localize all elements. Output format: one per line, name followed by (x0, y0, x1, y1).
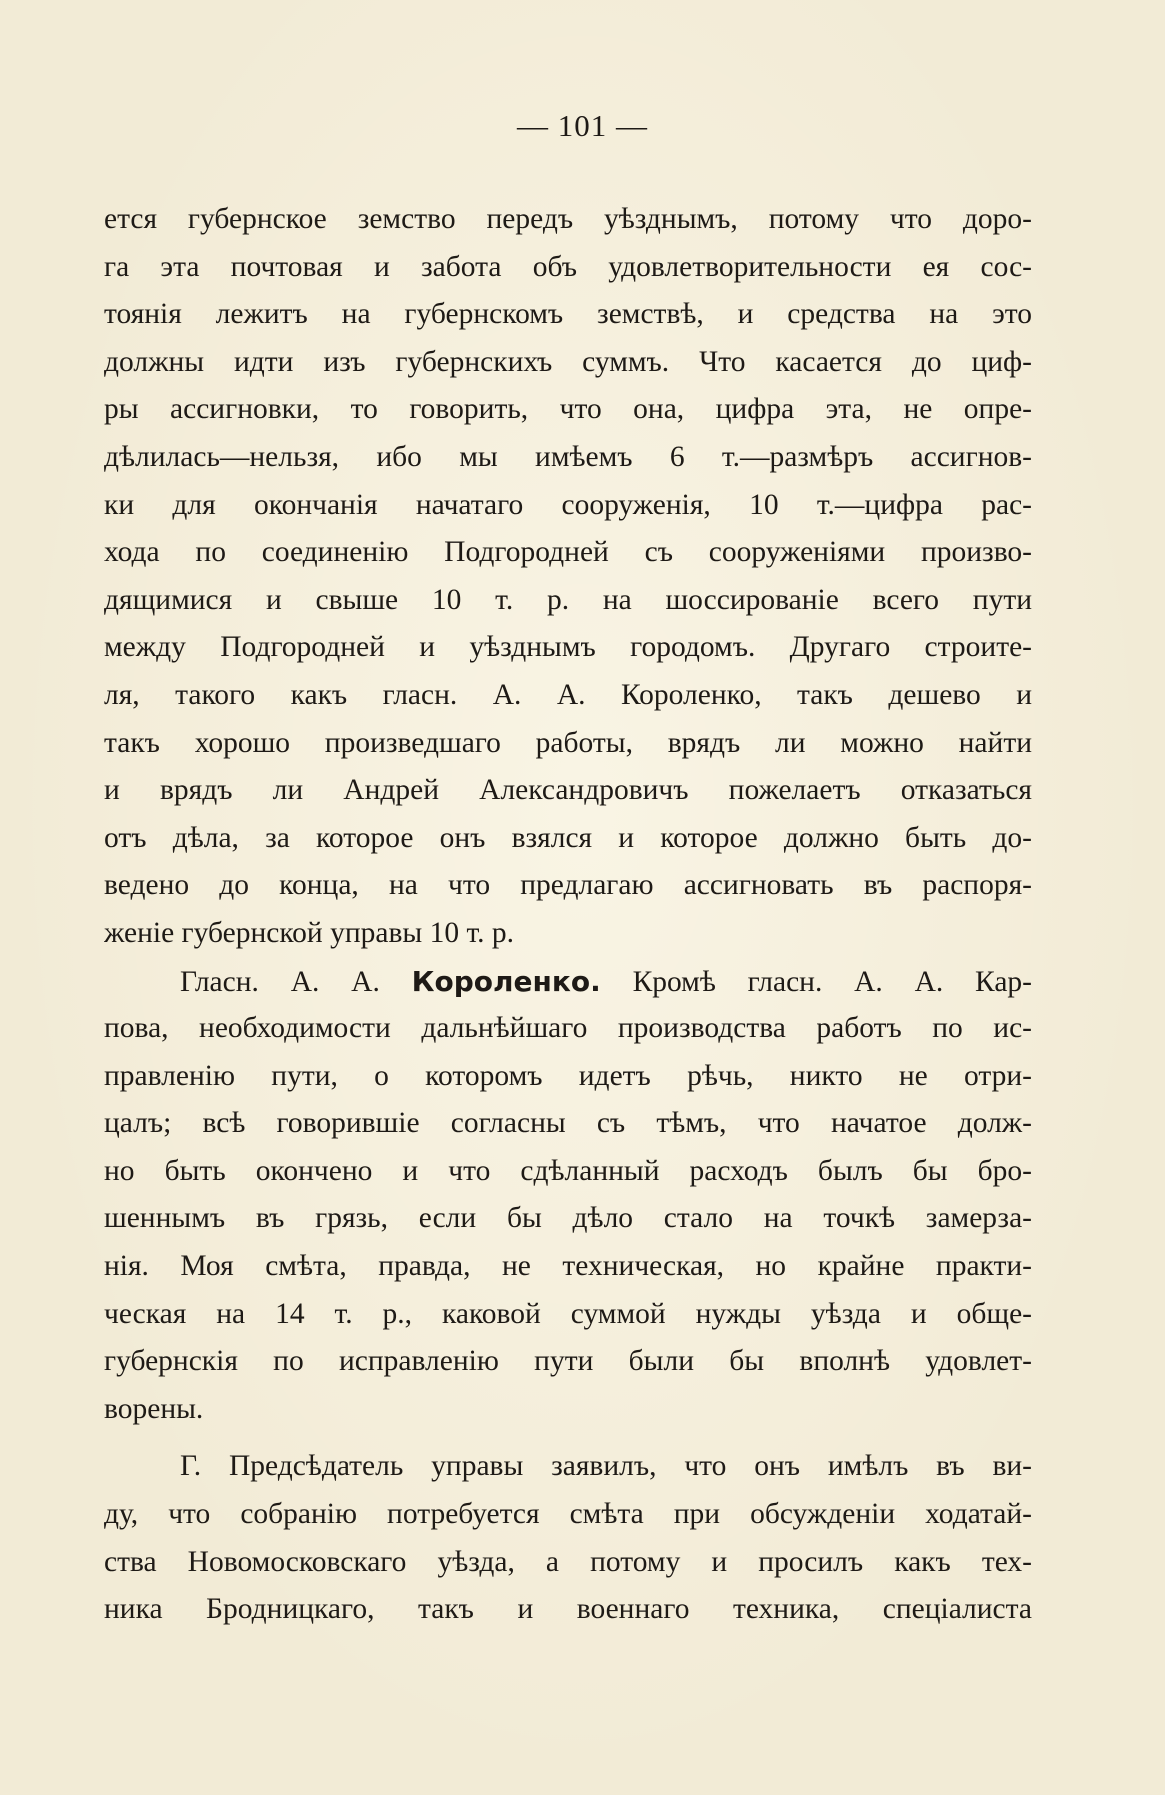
text-line: губернскія по исправленію пути были бы вполнѣ удовлет- (104, 1345, 1032, 1378)
text-line: и врядъ ли Андрей Александровичъ пожелаетъ отказаться (104, 774, 1032, 807)
paragraph-3 (104, 1443, 1032, 1633)
speech-first-line-rest: Кромѣ гласн. А. А. Кар- (632, 965, 1032, 998)
paragraph-1 (104, 196, 1032, 958)
paragraph-gap (104, 1433, 1032, 1443)
speaker-name: Короленко. (411, 964, 601, 998)
text-line: пова, необходимости дальнѣйшаго производства работъ по ис- (104, 1012, 1032, 1045)
text-line: хода по соединенію Подгородней съ сооруженіями произво- (104, 536, 1032, 569)
text-line: цалъ; всѣ говорившіе согласны съ тѣмъ, что начатое долж- (104, 1107, 1032, 1140)
text-line: женіе губернской управы 10 т. р. (104, 916, 515, 949)
text-line: ведено до конца, на что предлагаю ассигновать въ распоря- (104, 869, 1032, 902)
text-line: такъ хорошо произведшаго работы, врядъ ли можно найти (104, 726, 1032, 759)
text-line: ется губернское земство передъ уѣзднымъ, потому что доро- (104, 203, 1032, 235)
text-line: между Подгородней и уѣзднымъ городомъ. Другаго строите- (104, 631, 1032, 664)
page-body (104, 196, 1032, 1634)
text-line: ника Бродницкаго, такъ и военнаго техника, спеціалиста (104, 1593, 1032, 1626)
text-line: ду, что собранію потребуется смѣта при обсужденіи ходатай- (104, 1498, 1032, 1531)
text-line: нія. Моя смѣта, правда, не техническая, но крайне практи- (104, 1250, 1032, 1283)
text-line: шеннымъ въ грязь, если бы дѣло стало на точкѣ замерза- (104, 1202, 1032, 1235)
text-line: ворены. (104, 1392, 204, 1425)
text-line: правленію пути, о которомъ идетъ рѣчь, никто не отри- (104, 1059, 1032, 1092)
text-line: дѣлилась—нельзя, ибо мы имѣемъ 6 т.—размѣръ ассигнов- (104, 440, 1032, 473)
text-line: ства Новомосковскаго уѣзда, а потому и просилъ какъ тех- (104, 1545, 1032, 1578)
text-line: ческая на 14 т. р., каковой суммой нужды уѣзда и обще- (104, 1297, 1032, 1330)
paragraph-2 (104, 958, 1032, 1434)
page-number: — 101 — (517, 108, 648, 143)
text-line: ля, такого какъ гласн. А. А. Короленко, такъ дешево и (104, 678, 1032, 711)
speaker-prefix: Гласн. А. А. (180, 965, 380, 998)
speech-first-line (104, 958, 1032, 1006)
text-line: га эта почтовая и забота объ удовлетворительности ея сос- (104, 250, 1032, 283)
text-line: отъ дѣла, за которое онъ взялся и которое должно быть до- (104, 821, 1032, 854)
text-line: тоянія лежитъ на губернскомъ земствѣ, и средства на это (104, 298, 1032, 331)
text-line: должны идти изъ губернскихъ суммъ. Что касается до циф- (104, 345, 1032, 378)
text-line: Г. Предсѣдатель управы заявилъ, что онъ имѣлъ въ ви- (180, 1450, 1032, 1483)
text-line: ры ассигновки, то говорить, что она, цифра эта, не опре- (104, 393, 1032, 426)
text-line: ки для окончанія начатаго сооруженія, 10 т.—цифра рас- (104, 488, 1032, 521)
text-line: но быть окончено и что сдѣланный расходъ былъ бы бро- (104, 1154, 1032, 1187)
text-line: дящимися и свыше 10 т. р. на шоссированіе всего пути (104, 583, 1032, 616)
